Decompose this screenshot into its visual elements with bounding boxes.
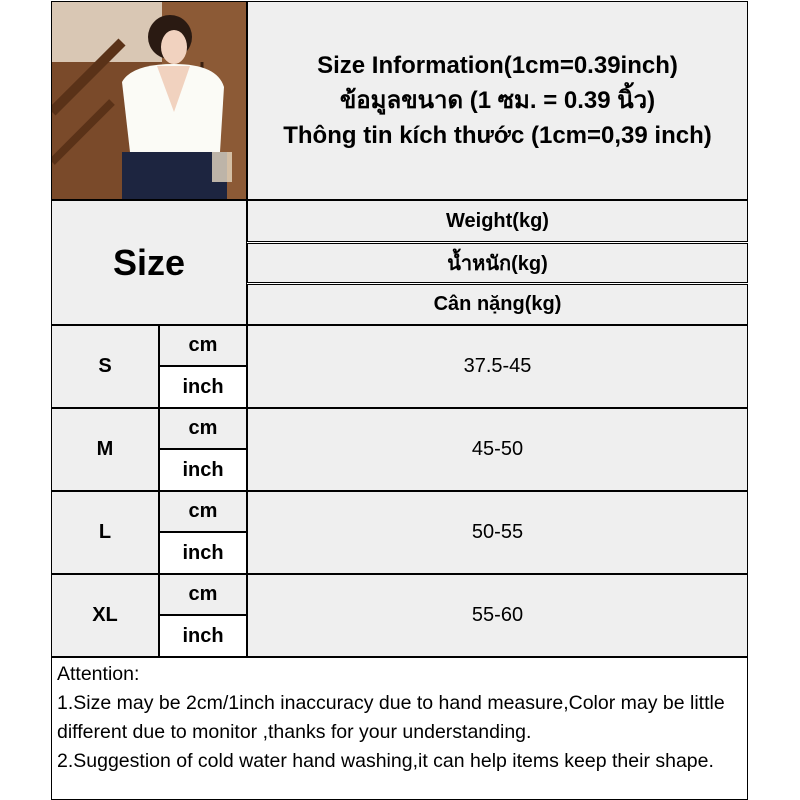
model-photo-icon: [52, 2, 247, 200]
weight-value: 45-50: [247, 408, 748, 491]
unit-cm: cm: [159, 325, 247, 366]
attention-notes: [51, 657, 748, 800]
unit-inch: inch: [159, 449, 247, 491]
title-english: Size Information(1cm=0.39inch): [317, 52, 678, 79]
title-vietnamese: Thông tin kích thước (1cm=0,39 inch): [283, 122, 712, 149]
size-m: M: [51, 408, 159, 491]
attention-heading: Attention:: [57, 663, 140, 685]
size-s: S: [51, 325, 159, 408]
unit-inch: inch: [159, 615, 247, 657]
unit-inch: inch: [159, 366, 247, 408]
weight-header-thai: น้ำหนัก(kg): [247, 243, 748, 283]
title-thai: ข้อมูลขนาด (1 ซม. = 0.39 นิ้ว): [339, 87, 656, 114]
note-item-1: 1.Size may be 2cm/1inch inaccuracy due to hand measure,Color may be little different due to monitor ,thanks for your understanding.: [57, 692, 725, 743]
size-l: L: [51, 491, 159, 574]
unit-cm: cm: [159, 574, 247, 615]
product-photo: [51, 1, 247, 200]
unit-cm: cm: [159, 408, 247, 449]
size-information-title: [247, 1, 748, 200]
note-item-2: 2.Suggestion of cold water hand washing,it can help items keep their shape.: [57, 750, 714, 772]
weight-value: 37.5-45: [247, 325, 748, 408]
weight-header-vietnamese: Cân nặng(kg): [247, 284, 748, 325]
size-xl: XL: [51, 574, 159, 657]
unit-cm: cm: [159, 491, 247, 532]
weight-header-english: Weight(kg): [247, 200, 748, 242]
unit-inch: inch: [159, 532, 247, 574]
weight-value: 50-55: [247, 491, 748, 574]
weight-value: 55-60: [247, 574, 748, 657]
size-header: Size: [51, 200, 247, 325]
